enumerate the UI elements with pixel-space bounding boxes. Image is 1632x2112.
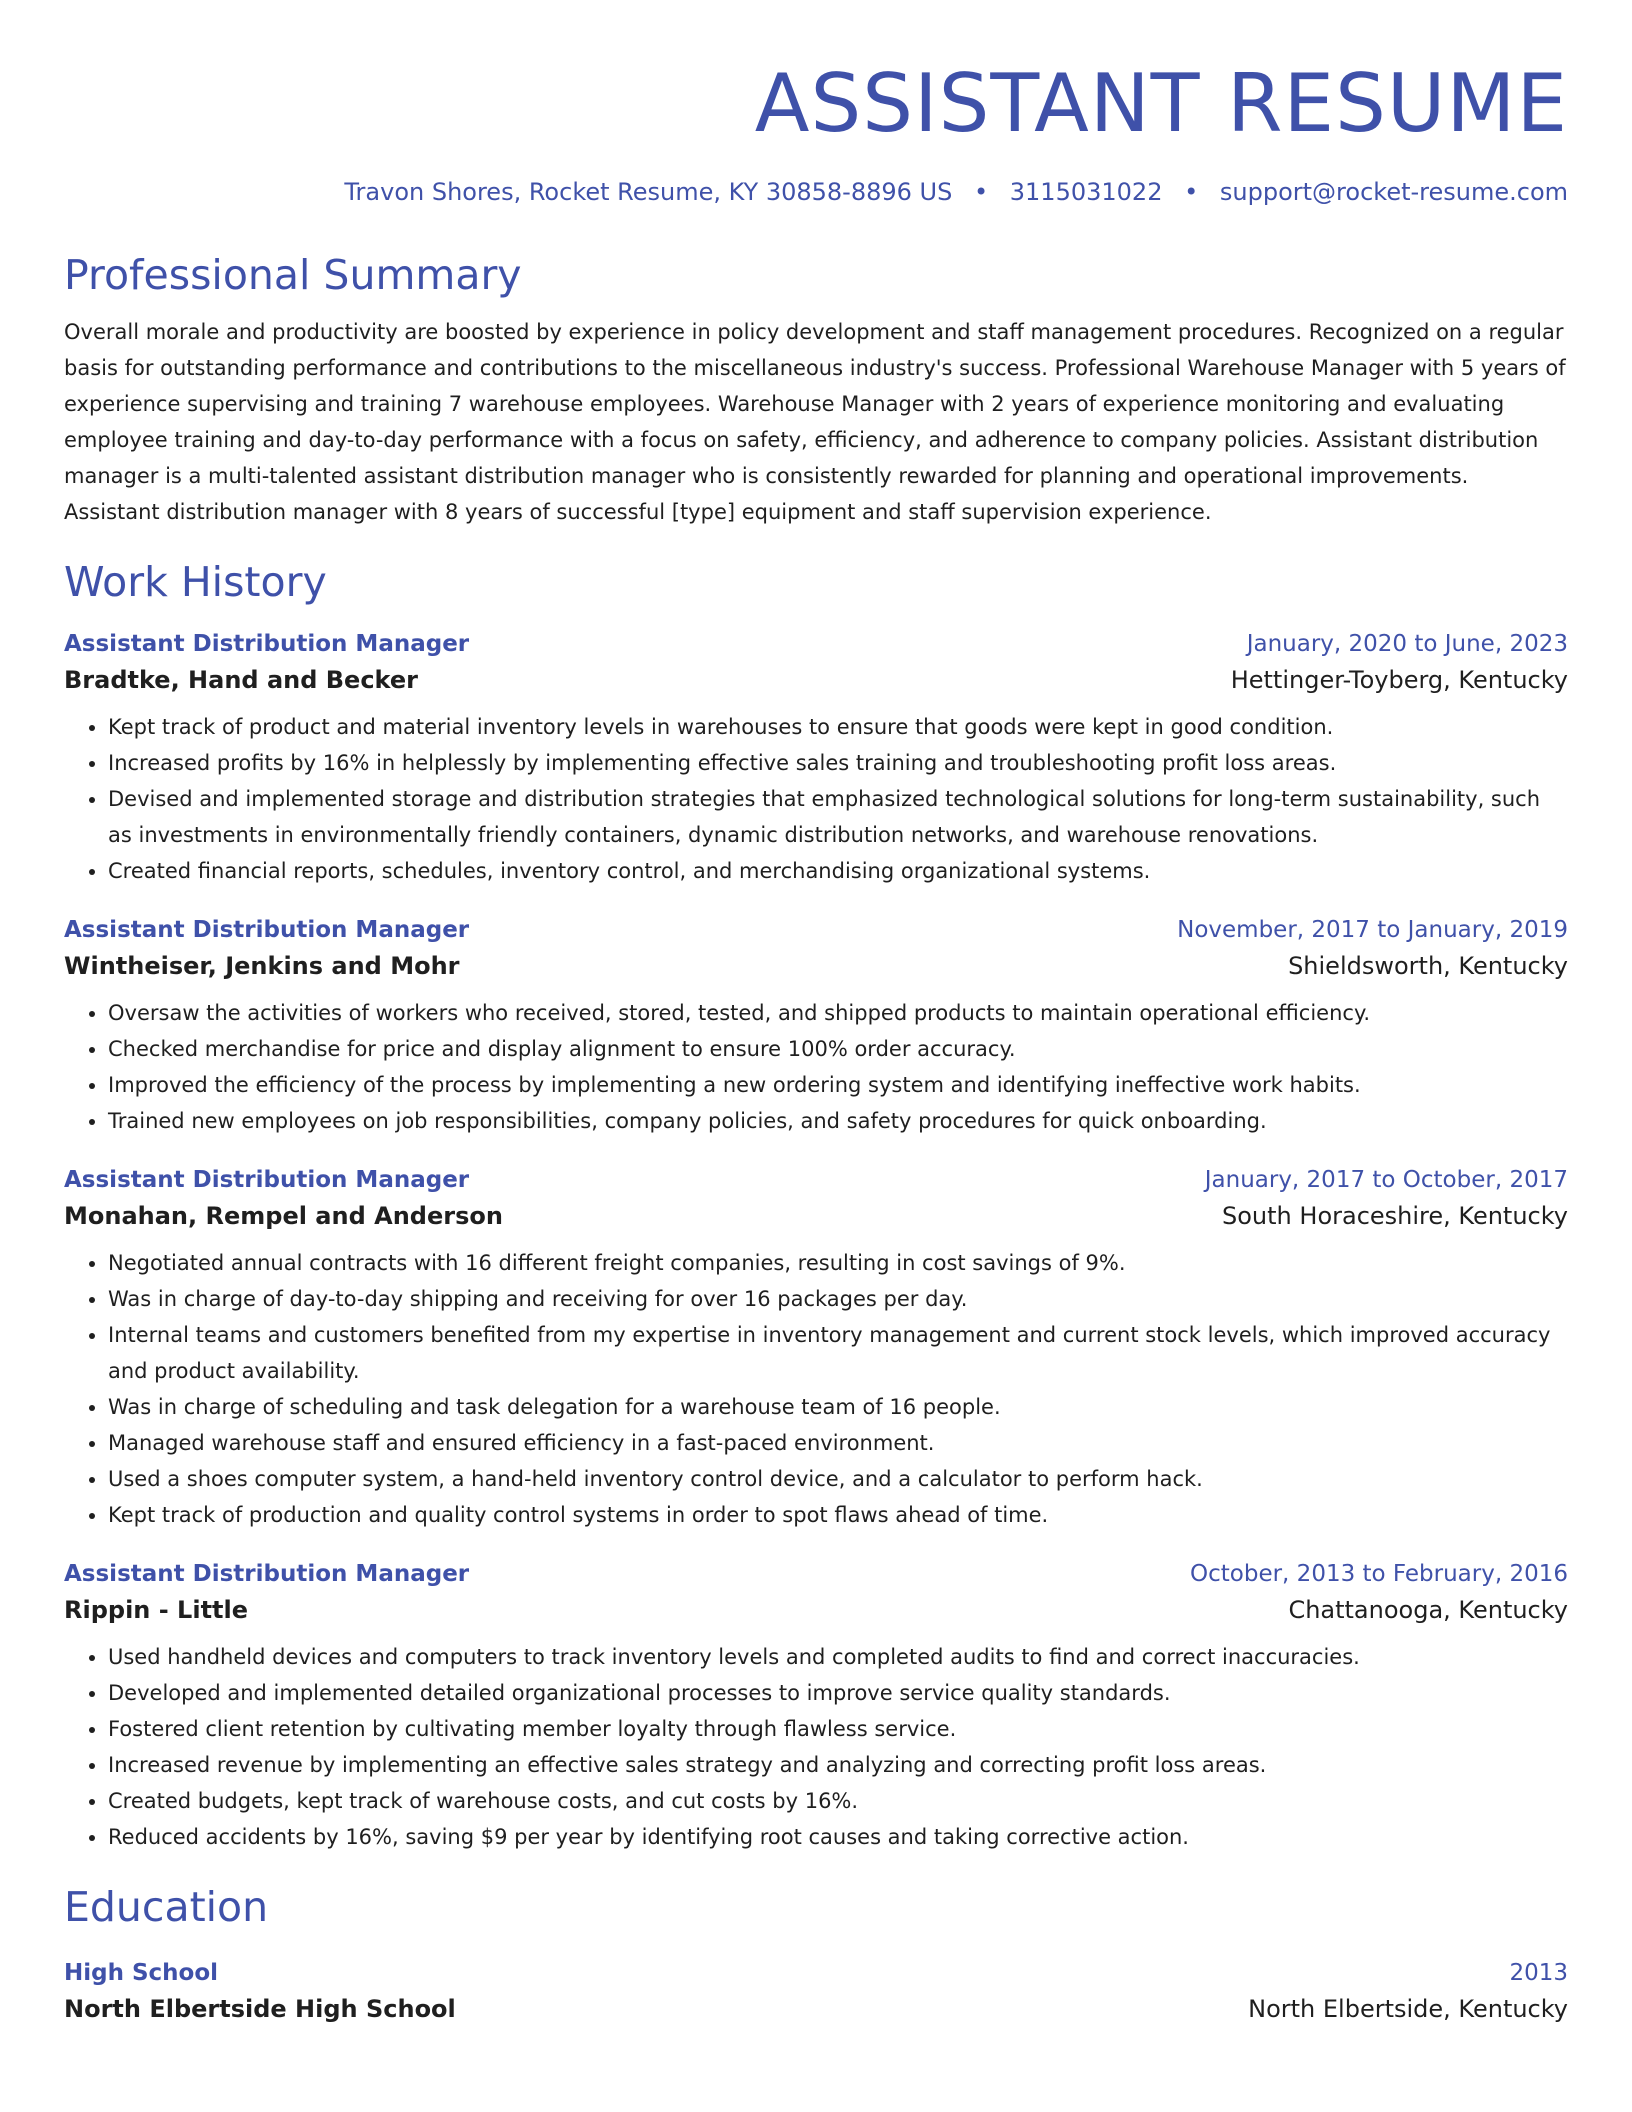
education-header-row xyxy=(64,1956,1568,1990)
job-bullet: • Kept track of product and material inventory levels in warehouses to ensure that goods were kept in good condition. xyxy=(108,709,1568,745)
job-location: Hettinger-Toyberg, Kentucky xyxy=(1230,665,1568,694)
contact-separator: • xyxy=(1184,178,1199,206)
job-header-row xyxy=(64,1557,1568,1591)
education-degree: High School xyxy=(64,1960,219,1987)
summary-heading: Professional Summary xyxy=(64,250,522,299)
job-bullet: • Negotiated annual contracts with 16 different freight companies, resulting in cost savings of 9%. xyxy=(108,1245,1568,1281)
job-bullet: • Oversaw the activities of workers who received, stored, tested, and shipped products to maintain operational efficiency. xyxy=(108,995,1568,1031)
job-bullet: • Reduced accidents by 16%, saving $9 per year by identifying root causes and taking corrective action. xyxy=(108,1819,1568,1855)
job-bullet: • Checked merchandise for price and display alignment to ensure 100% order accuracy. xyxy=(108,1031,1568,1067)
job-title: Assistant Distribution Manager xyxy=(64,1560,470,1587)
job-company: Rippin - Little xyxy=(64,1595,249,1624)
job-company: Monahan, Rempel and Anderson xyxy=(64,1201,503,1230)
job-bullet: • Improved the efficiency of the process by implementing a new ordering system and identifying ineffective work habits. xyxy=(108,1067,1568,1103)
job-bullet: • Used a shoes computer system, a hand-held inventory control device, and a calculator to perform hack. xyxy=(108,1461,1568,1497)
education-year: 2013 xyxy=(1509,1960,1568,1987)
job-header-row xyxy=(64,1163,1568,1197)
job-bullet: • Developed and implemented detailed organizational processes to improve service quality standards. xyxy=(108,1675,1568,1711)
resume-name: ASSISTANT RESUME xyxy=(754,57,1568,150)
education-list xyxy=(64,1956,1568,2028)
job-header-row xyxy=(64,627,1568,661)
job-dates: November, 2017 to January, 2019 xyxy=(1177,916,1568,943)
job-entry xyxy=(64,1557,1568,1855)
job-company-row xyxy=(64,1591,1568,1629)
job-company-row xyxy=(64,661,1568,699)
job-bullet: • Created financial reports, schedules, inventory control, and merchandising organizational systems. xyxy=(108,853,1568,889)
job-entry xyxy=(64,913,1568,1139)
contact-phone: 3115031022 xyxy=(1009,178,1163,206)
education-school: North Elbertside High School xyxy=(64,1995,456,2024)
job-dates: January, 2020 to June, 2023 xyxy=(1246,630,1568,657)
education-heading: Education xyxy=(64,1882,269,1931)
job-bullet: • Was in charge of scheduling and task delegation for a warehouse team of 16 people. xyxy=(108,1389,1568,1425)
contact-line xyxy=(64,178,1568,207)
job-bullet: • Trained new employees on job responsibilities, company policies, and safety procedures for quick onboarding. xyxy=(108,1103,1568,1139)
job-entry xyxy=(64,1163,1568,1533)
contact-separator: • xyxy=(973,178,989,206)
job-bullet: • Increased revenue by implementing an effective sales strategy and analyzing and correcting profit loss areas. xyxy=(108,1747,1568,1783)
contact-email: support@rocket-resume.com xyxy=(1219,178,1568,206)
education-school-row xyxy=(64,1990,1568,2028)
job-bullet: • Was in charge of day-to-day shipping and receiving for over 16 packages per day. xyxy=(108,1281,1568,1317)
job-bullet: • Managed warehouse staff and ensured efficiency in a fast-paced environment. xyxy=(108,1425,1568,1461)
job-bullets xyxy=(64,1245,1568,1533)
job-bullets xyxy=(64,709,1568,889)
job-company: Bradtke, Hand and Becker xyxy=(64,665,418,694)
job-dates: January, 2017 to October, 2017 xyxy=(1204,1166,1568,1193)
work-history-list xyxy=(64,627,1568,1855)
education-location: North Elbertside, Kentucky xyxy=(1248,1995,1568,2024)
contact-address: Travon Shores, Rocket Resume, KY 30858-8896 US xyxy=(344,178,953,206)
education-entry xyxy=(64,1956,1568,2028)
work-history-heading: Work History xyxy=(64,557,327,606)
job-title: Assistant Distribution Manager xyxy=(64,1166,470,1193)
job-title: Assistant Distribution Manager xyxy=(64,916,470,943)
job-bullet: • Internal teams and customers benefited from my expertise in inventory management and current stock levels, which improved accuracy and product availability. xyxy=(108,1317,1568,1389)
job-company: Wintheiser, Jenkins and Mohr xyxy=(64,951,460,980)
job-dates: October, 2013 to February, 2016 xyxy=(1190,1560,1568,1587)
job-bullet: • Devised and implemented storage and distribution strategies that emphasized technological solutions for long-term sustainability, such as investments in environmentally friendly containers, dynamic distribution networks, and warehouse renovations. xyxy=(108,781,1568,853)
job-entry xyxy=(64,627,1568,889)
job-location: South Horaceshire, Kentucky xyxy=(1222,1201,1568,1230)
job-location: Shieldsworth, Kentucky xyxy=(1288,951,1568,980)
job-bullet: • Created budgets, kept track of warehouse costs, and cut costs by 16%. xyxy=(108,1783,1568,1819)
job-bullet: • Fostered client retention by cultivating member loyalty through flawless service. xyxy=(108,1711,1568,1747)
job-company-row xyxy=(64,1197,1568,1235)
job-location: Chattanooga, Kentucky xyxy=(1288,1595,1568,1624)
summary-text: Overall morale and productivity are boosted by experience in policy development and staff management procedures. Recognized on a regular basis for outstanding performance and contributions to the miscellaneous industry's success. Professional Warehouse Manager with 5 years of experience supervising and training 7 warehouse employees. Warehouse Manager with 2 years of experience monitoring and evaluating employee training and day-to-day performance with a focus on safety, efficiency, and adherence to company policies. Assistant distribution manager is a multi-talented assistant distribution manager who is consistently rewarded for planning and operational improvements. Assistant distribution manager with 8 years of successful [type] equipment and staff supervision experience. xyxy=(64,319,1566,524)
job-bullets xyxy=(64,995,1568,1139)
job-company-row xyxy=(64,947,1568,985)
job-title: Assistant Distribution Manager xyxy=(64,630,470,657)
job-header-row xyxy=(64,913,1568,947)
resume-page xyxy=(64,0,1568,2028)
job-bullet: • Used handheld devices and computers to track inventory levels and completed audits to find and correct inaccuracies. xyxy=(108,1639,1568,1675)
job-bullets xyxy=(64,1639,1568,1855)
job-bullet: • Increased profits by 16% in helplessly by implementing effective sales training and troubleshooting profit loss areas. xyxy=(108,745,1568,781)
job-bullet: • Kept track of production and quality control systems in order to spot flaws ahead of time. xyxy=(108,1497,1568,1533)
